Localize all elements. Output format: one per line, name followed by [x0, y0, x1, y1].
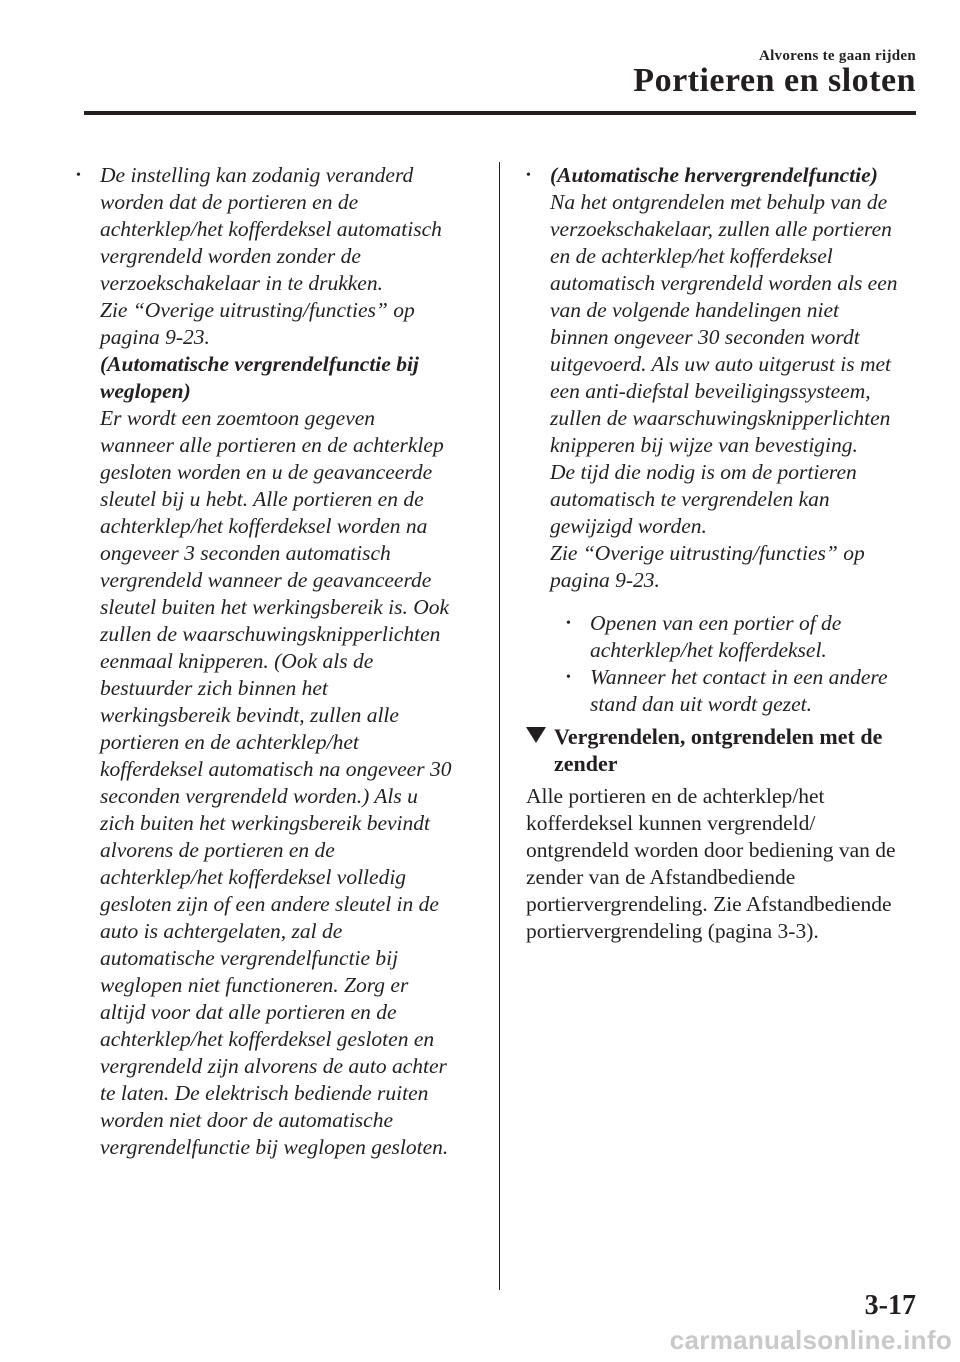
header-rule: [84, 111, 916, 115]
bullet-dot-icon: •: [566, 616, 571, 631]
sub-bullet-list: [550, 610, 918, 718]
bullet-paragraph: De instelling kan zodanig veranderd worden dat de portieren en de achterklep/het kofferdeksel automatisch vergrendeld worden zonder de verzoekschakelaar in te drukken. Zie “Overige uitrusting/functies” op pagina 9-23. (Automatische vergrendelfunctie bij weglopen) Er wordt een zoemtoon gegeven wanneer alle portieren en de achterklep gesloten worden en u de geavanceerde sleutel bij u hebt. Alle portieren en de achterklep/het kofferdeksel worden na ongeveer 3 seconden automatisch vergrendeld wanneer de geavanceerde sleutel buiten het werkingsbereik is. Ook zullen de waarschuwingsknipperlichten eenmaal knipperen. (Ook als de bestuurder zich binnen het werkingsbereik bevindt, zullen alle portieren en de achterklep/het kofferdeksel automatisch na ongeveer 30 seconden vergrendeld worden.) Als u zich buiten het werkingsbereik bevindt alvorens de portieren en de achterklep/het kofferdeksel volledig gesloten zijn of een andere sleutel in de auto is achtergelaten, zal de automatische vergrendelfunctie bij weglopen niet functioneren. Zorg er altijd voor dat alle portieren en de achterklep/het kofferdeksel gesloten en vergrendeld zijn alvorens de auto achter te laten. De elektrisch bediende ruiten worden niet door de automatische vergrendelfunctie bij weglopen gesloten.: [100, 163, 452, 1159]
bullet-paragraph: (Automatische hervergrendelfunctie) Na het ontgrendelen met behulp van de verzoekschakelaar, zullen alle portieren en de achterklep/het kofferdeksel automatisch vergrendeld worden als een van de volgende handelingen niet binnen ongeveer 30 seconden wordt uitgevoerd. Als uw auto uitgerust is met een anti-diefstal beveiligingssysteem, zullen de waarschuwingsknipperlichten knipperen bij wijze van bevestiging. De tijd die nodig is om de portieren automatisch te vergrendelen kan gewijzigd worden. Zie “Overige uitrusting/functies” op pagina 9-23.: [550, 163, 898, 592]
header-section-label: Alvorens te gaan rijden: [758, 48, 916, 64]
left-column: [76, 162, 476, 1161]
subheading-auto-lock: (Automatische vergrendelfunctie bij weglopen): [100, 352, 419, 403]
right-column: [526, 162, 918, 718]
section-heading: Vergrendelen, ontgrendelen met de zender: [526, 723, 926, 777]
column-divider: [499, 162, 500, 1290]
bullet-dot-icon: •: [76, 168, 81, 183]
bullet-dot-icon: •: [526, 168, 531, 183]
bullet-item: [526, 162, 918, 718]
page-number: 3-17: [864, 1290, 916, 1321]
list-item: • Openen van een portier of de achterklep/het kofferdeksel.: [566, 611, 842, 662]
bullet-item: [76, 162, 476, 1161]
triangle-down-icon: [526, 727, 546, 743]
bullet-dot-icon: •: [566, 670, 571, 685]
list-item: • Wanneer het contact in een andere stand dan uit wordt gezet.: [566, 665, 888, 716]
page-title: Portieren en sloten: [633, 62, 916, 99]
watermark: carmanualsonline.info: [669, 1325, 952, 1355]
section-body: Alle portieren en de achterklep/het kofferdeksel kunnen vergrendeld/ ontgrendeld worden door bediening van de zender van de Afstandbediende portiervergrendeling. Zie Afstandbediende portiervergrendeling (pagina 3-3).: [526, 784, 896, 943]
subheading-relock: (Automatische hervergrendelfunctie): [550, 163, 878, 187]
